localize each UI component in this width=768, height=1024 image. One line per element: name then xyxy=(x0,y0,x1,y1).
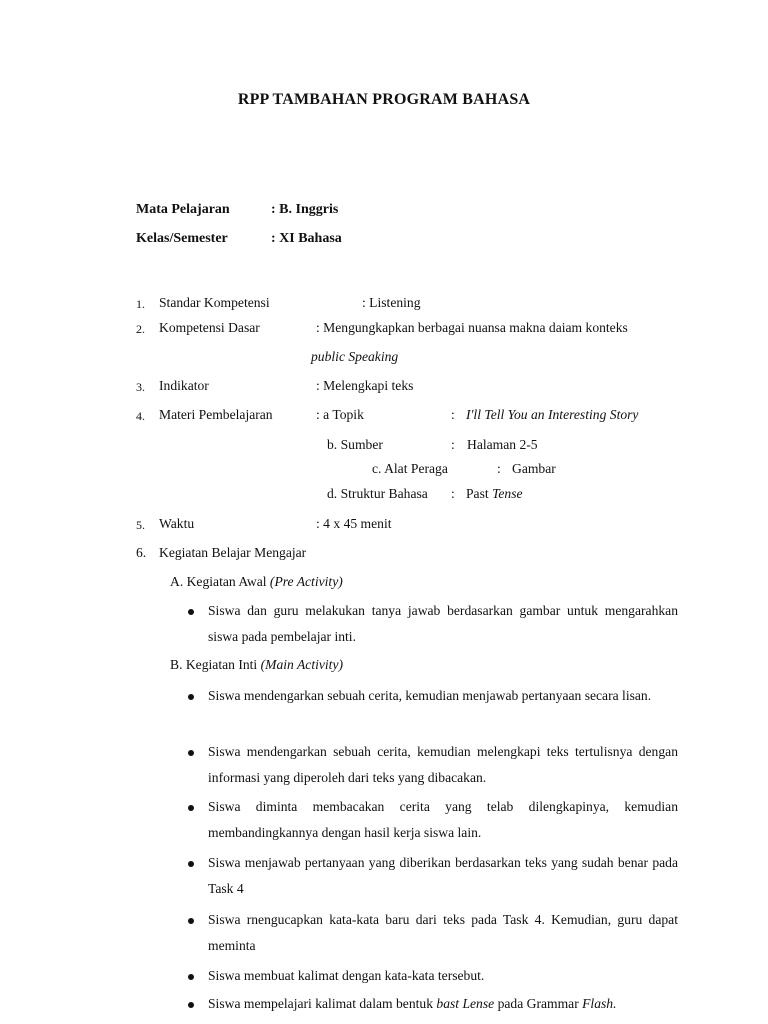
bullet-icon xyxy=(188,805,194,811)
item-label-waktu: Waktu xyxy=(159,516,195,531)
bullet-b3: Siswa diminta membacakan cerita yang telab dilengkapinya, kemudian membandingkannya dengan hasil kerja siswa lain. xyxy=(208,799,678,840)
item-number: 6. xyxy=(136,545,147,560)
materi-struktur-value-past: Past xyxy=(466,486,493,501)
materi-alat-value: Gambar xyxy=(512,461,556,476)
bullet-b5: Siswa rnengucapkan kata-kata baru dari teks pada Task 4. Kemudian, guru dapat meminta xyxy=(208,912,678,953)
materi-struktur-label: d. Struktur Bahasa xyxy=(327,486,428,501)
materi-struktur-value-tense: Tense xyxy=(492,486,523,501)
section-b-label-italic: (Main Activity) xyxy=(260,657,344,672)
materi-struktur-sep: : xyxy=(451,486,455,501)
bullet-icon xyxy=(188,694,194,700)
item-value-listening: : Listening xyxy=(362,295,421,310)
bullet-icon xyxy=(188,861,194,867)
bullet-icon xyxy=(188,918,194,924)
item-value-waktu: : 4 x 45 menit xyxy=(316,516,392,531)
class-value: : XI Bahasa xyxy=(271,231,342,246)
document-title: RPP TAMBAHAN PROGRAM BAHASA xyxy=(237,91,531,108)
section-b-label: B. Kegiatan Inti xyxy=(170,657,261,672)
materi-sumber-sep: : xyxy=(451,437,455,452)
bullet-b7-text-d: Flash. xyxy=(582,996,617,1011)
section-a-label: A. Kegiatan Awal xyxy=(170,574,270,589)
materi-topik-sep: : xyxy=(451,407,455,422)
item-number: 5. xyxy=(136,518,145,532)
bullet-b7 xyxy=(208,991,678,1017)
materi-sumber-value: Halaman 2-5 xyxy=(467,437,538,452)
item-value-public-speaking: public Speaking xyxy=(311,349,399,364)
materi-alat-sep: : xyxy=(497,461,501,476)
section-a-heading xyxy=(170,574,343,590)
item-value-indikator: : Melengkapi teks xyxy=(316,378,414,393)
item-label-indikator: Indikator xyxy=(159,378,209,393)
materi-sumber-label: b. Sumber xyxy=(327,437,383,452)
item-number: 2. xyxy=(136,322,145,336)
bullet-icon xyxy=(188,1002,194,1008)
subject-value: : B. Inggris xyxy=(271,202,339,217)
bullet-icon xyxy=(188,974,194,980)
item-label-kompetensi-dasar: Kompetensi Dasar xyxy=(159,320,260,335)
bullet-b4: Siswa menjawab pertanyaan yang diberikan berdasarkan teks yang sudah benar pada Task 4 xyxy=(208,855,678,896)
materi-topik-label: : a Topik xyxy=(316,407,364,422)
section-a-label-italic: (Pre Activity) xyxy=(269,574,343,589)
bullet-b6: Siswa membuat kalimat dengan kata-kata tersebut. xyxy=(208,968,485,983)
class-label: Kelas/Semester xyxy=(136,231,228,246)
materi-struktur-value xyxy=(466,486,523,502)
bullet-icon xyxy=(188,609,194,615)
item-label-kegiatan: Kegiatan Belajar Mengajar xyxy=(159,545,307,560)
item-value-kompetensi-dasar: : Mengungkapkan berbagai nuansa makna daiam konteks xyxy=(316,320,628,335)
bullet-b2: Siswa mendengarkan sebuah cerita, kemudian melengkapi teks tertulisnya dengan informasi yang diperoleh dari teks yang dibacakan. xyxy=(208,744,678,785)
subject-label: Mata Pelajaran xyxy=(136,202,230,217)
bullet-b7-text-a: Siswa mempelajari kalimat dalam bentuk xyxy=(208,996,437,1011)
bullet-icon xyxy=(188,750,194,756)
bullet-b7-text-b: bast Lense xyxy=(436,996,495,1011)
materi-topik-value: I'll Tell You an Interesting Story xyxy=(466,407,639,422)
bullet-a1: Siswa dan guru melakukan tanya jawab berdasarkan gambar untuk mengarahkan siswa pada pembelajar inti. xyxy=(208,603,678,644)
item-label-materi: Materi Pembelajaran xyxy=(159,407,273,422)
item-number: 4. xyxy=(136,409,145,423)
item-number: 1. xyxy=(136,297,145,311)
item-number: 3. xyxy=(136,380,145,394)
item-label-standar-kompetensi: Standar Kompetensi xyxy=(159,295,270,310)
materi-alat-label: c. Alat Peraga xyxy=(372,461,448,476)
bullet-b7-text-c: pada Grammar xyxy=(494,996,583,1011)
bullet-b1: Siswa mendengarkan sebuah cerita, kemudian menjawab pertanyaan secara lisan. xyxy=(208,688,652,703)
section-b-heading xyxy=(170,657,343,673)
